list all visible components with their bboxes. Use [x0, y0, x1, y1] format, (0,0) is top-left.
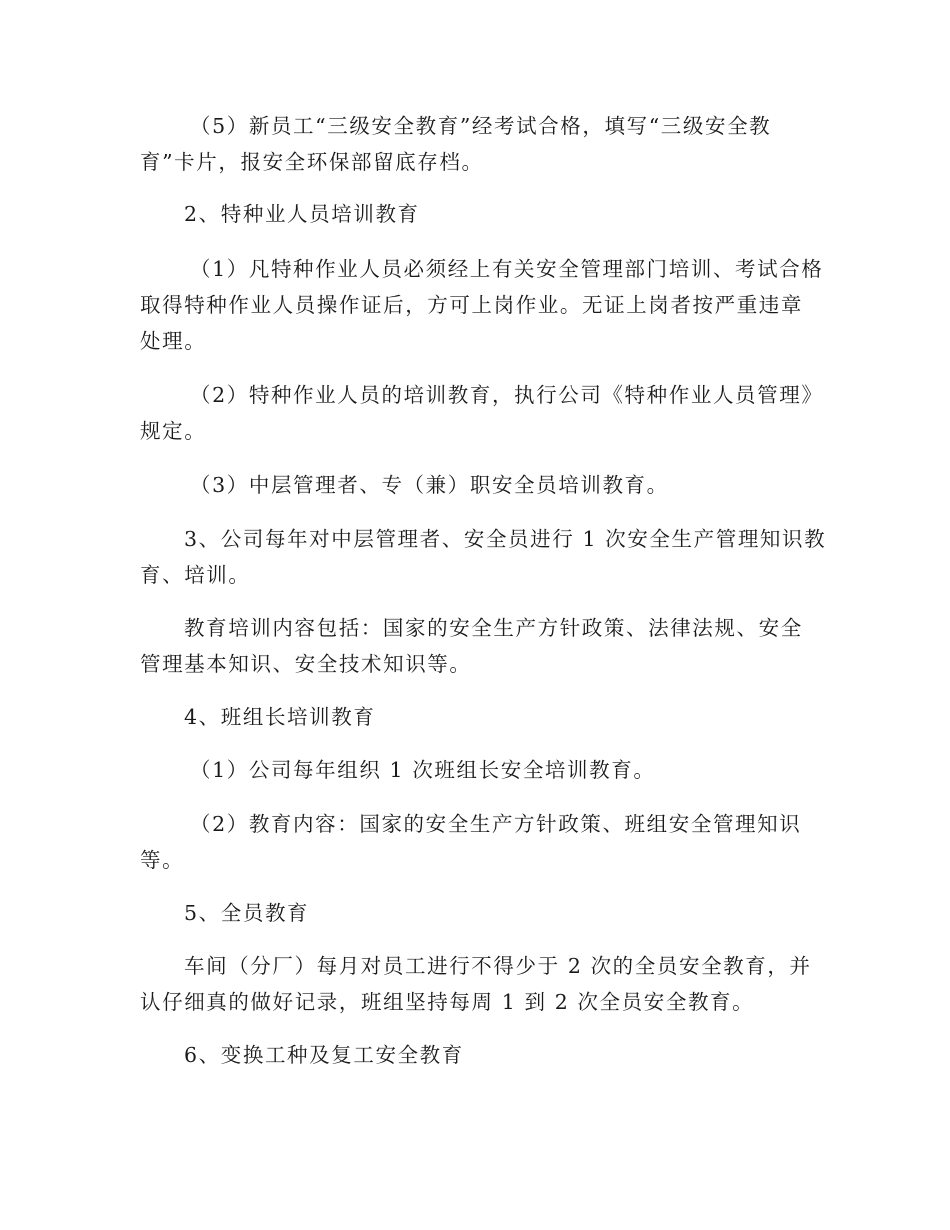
paragraph-team-leader-content: [140, 806, 810, 878]
text-line: 3、公司每年对中层管理者、安全员进行 1 次安全生产管理知识教: [184, 527, 827, 551]
text-line: 取得特种作业人员操作证后，方可上岗作业。无证上岗者按严重违章: [140, 293, 803, 317]
paragraph-team-leader-annual: [140, 752, 810, 788]
text-line: 管理基本知识、安全技术知识等。: [140, 652, 472, 676]
paragraph-training-content: [140, 610, 810, 682]
section-heading-all-staff-education: [140, 895, 810, 931]
text-line: 教育培训内容包括：国家的安全生产方针政策、法律法规、安全: [184, 616, 803, 640]
paragraph-special-operator-certificate: [140, 251, 824, 359]
text-line: （1）公司每年组织 1 次班组长安全培训教育。: [190, 758, 656, 782]
text-line: 车间（分厂）每月对员工进行不得少于 2 次的全员安全教育，并: [184, 954, 812, 978]
paragraph-new-employee-card: [140, 108, 810, 180]
section-heading-special-operations: [140, 196, 810, 232]
text-line: （1）凡特种作业人员必须经上有关安全管理部门培训、考试合格: [190, 257, 824, 281]
section-heading-team-leader-training: [140, 699, 810, 735]
section-heading-annual-training: [140, 521, 827, 593]
section-heading-job-change-education: [140, 1037, 810, 1073]
paragraph-special-operator-training: [140, 377, 824, 449]
text-line: 认仔细真的做好记录，班组坚持每周 1 到 2 次全员安全教育。: [140, 990, 755, 1014]
text-line: 等。: [140, 848, 185, 872]
text-line: （2）特种作业人员的培训教育，执行公司《特种作业人员管理》: [190, 383, 824, 407]
text-line: 2、特种业人员培训教育: [184, 202, 420, 226]
text-line: （2）教育内容：国家的安全生产方针政策、班组安全管理知识: [190, 812, 802, 836]
paragraph-middle-management-training: [140, 467, 810, 503]
text-line: 6、变换工种及复工安全教育: [184, 1043, 464, 1067]
text-line: 育、培训。: [140, 563, 251, 587]
text-line: 规定。: [140, 419, 207, 443]
text-line: 5、全员教育: [184, 901, 310, 925]
paragraph-workshop-monthly-education: [140, 948, 810, 1020]
text-line: 处理。: [140, 329, 207, 353]
text-line: 4、班组长培训教育: [184, 705, 376, 729]
text-line: （5）新员工“三级安全教育”经考试合格，填写“三级安全教: [190, 114, 772, 138]
text-line: 育”卡片，报安全环保部留底存档。: [140, 150, 484, 174]
text-line: （3）中层管理者、专（兼）职安全员培训教育。: [190, 473, 669, 497]
